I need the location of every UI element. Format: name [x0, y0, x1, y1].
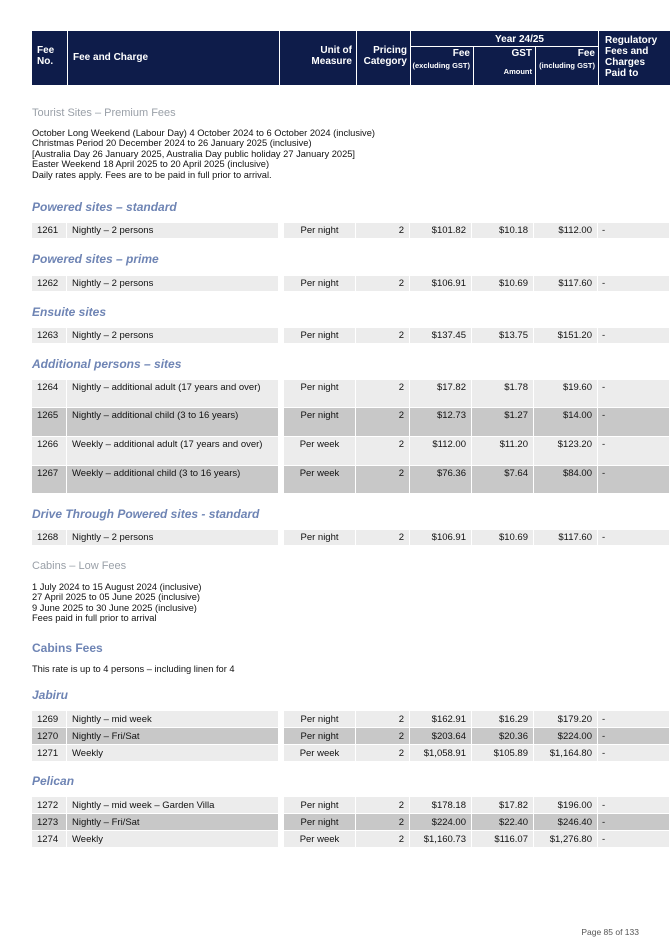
header-fee-and-charge-label: Fee and Charge — [73, 52, 149, 63]
fee-name-cell: Nightly – additional child (3 to 16 years) — [67, 408, 279, 436]
fee-incl-cell: $123.20 — [534, 437, 598, 465]
cabins-note: 27 April 2025 to 05 June 2025 (inclusive) — [32, 592, 200, 603]
fee-incl-cell: $151.20 — [534, 328, 598, 343]
cabins-note: Fees paid in full prior to arrival — [32, 613, 157, 624]
category-cell: 2 — [356, 328, 410, 343]
table-row — [32, 223, 639, 239]
regulatory-cell: - — [598, 745, 669, 761]
fee-incl-cell: $179.20 — [534, 711, 598, 727]
section-powered-standard-title: Powered sites – standard — [32, 200, 177, 214]
regulatory-cell: - — [598, 328, 669, 343]
fee-incl-cell: $1,164.80 — [534, 745, 598, 761]
section-pelican-title: Pelican — [32, 774, 75, 788]
fee-name-cell: Nightly – Fri/Sat — [67, 728, 279, 744]
unit-cell: Per week — [284, 831, 356, 847]
gst-cell: $1.78 — [472, 380, 534, 407]
fee-excl-cell: $178.18 — [410, 797, 472, 813]
fee-excl-cell: $101.82 — [410, 223, 472, 238]
additional-table — [32, 380, 639, 494]
unit-cell: Per night — [284, 408, 356, 436]
page-number: Page 85 of 133 — [581, 927, 639, 937]
fee-name-cell: Nightly – 2 persons — [67, 276, 279, 291]
header-unit-label: Unit of Measure — [311, 45, 352, 67]
header-fee-no-label: Fee No. — [37, 45, 55, 67]
table-row — [32, 728, 639, 745]
header-fee-incl — [536, 47, 598, 85]
cabins-note: 9 June 2025 to 30 June 2025 (inclusive) — [32, 602, 197, 613]
header-gst — [474, 47, 535, 85]
fee-excl-cell: $203.64 — [410, 728, 472, 744]
jabiru-table — [32, 711, 639, 762]
section-additional-title: Additional persons – sites — [32, 357, 182, 371]
fee-incl-cell: $196.00 — [534, 797, 598, 813]
unit-cell: Per week — [284, 745, 356, 761]
category-cell: 2 — [356, 745, 410, 761]
fee-no-cell: 1269 — [32, 711, 67, 727]
header-unit-of-measure — [280, 31, 356, 85]
tourist-note: Easter Weekend 18 April 2025 to 20 April 2025 (inclusive) — [32, 159, 270, 170]
fee-no-cell: 1263 — [32, 328, 67, 343]
table-row — [32, 328, 639, 344]
fee-incl-cell: $1,276.80 — [534, 831, 598, 847]
table-row — [32, 276, 639, 292]
header-fee-incl-title: Fee — [577, 48, 595, 59]
unit-cell: Per night — [284, 328, 356, 343]
header-year — [411, 31, 598, 46]
category-cell: 2 — [356, 530, 410, 545]
fee-name-cell: Nightly – 2 persons — [67, 328, 279, 343]
fee-name-cell: Nightly – additional adult (17 years and over) — [67, 380, 279, 407]
table-row — [32, 408, 639, 437]
fee-excl-cell: $1,160.73 — [410, 831, 472, 847]
header-gst-title: GST — [511, 48, 532, 59]
gst-cell: $1.27 — [472, 408, 534, 436]
table-row — [32, 797, 639, 814]
fee-excl-cell: $106.91 — [410, 530, 472, 545]
category-cell: 2 — [356, 831, 410, 847]
header-fee-excl — [411, 47, 473, 85]
regulatory-cell: - — [598, 437, 669, 465]
unit-cell: Per week — [284, 437, 356, 465]
fee-name-cell: Weekly — [67, 745, 279, 761]
table-row — [32, 437, 639, 466]
gst-cell: $116.07 — [472, 831, 534, 847]
regulatory-cell: - — [598, 711, 669, 727]
fee-incl-cell: $246.40 — [534, 814, 598, 830]
section-drive-through-title: Drive Through Powered sites - standard — [32, 507, 260, 521]
unit-cell: Per night — [284, 814, 356, 830]
category-cell: 2 — [356, 814, 410, 830]
fee-no-cell: 1271 — [32, 745, 67, 761]
regulatory-cell: - — [598, 728, 669, 744]
gst-cell: $13.75 — [472, 328, 534, 343]
fee-name-cell: Nightly – mid week – Garden Villa — [67, 797, 279, 813]
powered-standard-table — [32, 223, 639, 239]
fee-no-cell: 1265 — [32, 408, 67, 436]
table-row — [32, 466, 639, 494]
fee-no-cell: 1267 — [32, 466, 67, 493]
drive-through-table — [32, 530, 639, 546]
table-header — [32, 31, 658, 85]
fee-incl-cell: $14.00 — [534, 408, 598, 436]
category-cell: 2 — [356, 223, 410, 238]
fee-excl-cell: $12.73 — [410, 408, 472, 436]
category-cell: 2 — [356, 380, 410, 407]
category-cell: 2 — [356, 711, 410, 727]
table-row — [32, 831, 639, 848]
gst-cell: $7.64 — [472, 466, 534, 493]
unit-cell: Per night — [284, 711, 356, 727]
fee-no-cell: 1266 — [32, 437, 67, 465]
gst-cell: $16.29 — [472, 711, 534, 727]
fee-incl-cell: $117.60 — [534, 530, 598, 545]
table-row — [32, 711, 639, 728]
tourist-notes — [32, 128, 375, 180]
fee-name-cell: Nightly – 2 persons — [67, 223, 279, 238]
fee-excl-cell: $162.91 — [410, 711, 472, 727]
fee-no-cell: 1264 — [32, 380, 67, 407]
fee-incl-cell: $19.60 — [534, 380, 598, 407]
pelican-table — [32, 797, 639, 848]
regulatory-cell: - — [598, 380, 669, 407]
header-fee-excl-sub: (excluding GST) — [412, 61, 470, 70]
fee-excl-cell: $17.82 — [410, 380, 472, 407]
fee-incl-cell: $117.60 — [534, 276, 598, 291]
unit-cell: Per night — [284, 530, 356, 545]
regulatory-cell: - — [598, 408, 669, 436]
section-cabins-fees-title: Cabins Fees — [32, 641, 103, 655]
unit-cell: Per night — [284, 728, 356, 744]
fee-incl-cell: $112.00 — [534, 223, 598, 238]
unit-cell: Per night — [284, 223, 356, 238]
header-fee-incl-sub: (including GST) — [539, 61, 595, 70]
gst-cell: $11.20 — [472, 437, 534, 465]
category-cell: 2 — [356, 437, 410, 465]
fee-no-cell: 1270 — [32, 728, 67, 744]
table-row — [32, 745, 639, 762]
category-cell: 2 — [356, 466, 410, 493]
fee-excl-cell: $106.91 — [410, 276, 472, 291]
gst-cell: $10.69 — [472, 276, 534, 291]
regulatory-cell: - — [598, 530, 669, 545]
regulatory-cell: - — [598, 466, 669, 493]
gst-cell: $17.82 — [472, 797, 534, 813]
unit-cell: Per night — [284, 797, 356, 813]
category-cell: 2 — [356, 408, 410, 436]
regulatory-cell: - — [598, 223, 669, 238]
header-fee-no — [32, 31, 67, 85]
header-gst-sub: Amount — [503, 67, 532, 76]
powered-prime-table — [32, 276, 639, 292]
cabins-low-notes — [32, 582, 202, 624]
fee-name-cell: Nightly – Fri/Sat — [67, 814, 279, 830]
gst-cell: $10.69 — [472, 530, 534, 545]
tourist-note: [Australia Day 26 January 2025, Australia Day public holiday 27 January 2025] — [32, 148, 356, 159]
unit-cell: Per night — [284, 380, 356, 407]
gst-cell: $20.36 — [472, 728, 534, 744]
section-jabiru-title: Jabiru — [32, 688, 69, 702]
fee-excl-cell: $137.45 — [410, 328, 472, 343]
cabins-note: 1 July 2024 to 15 August 2024 (inclusive) — [32, 582, 202, 592]
unit-cell: Per week — [284, 466, 356, 493]
header-pricing-label: Pricing Category — [363, 45, 407, 67]
regulatory-cell: - — [598, 797, 669, 813]
fee-excl-cell: $224.00 — [410, 814, 472, 830]
header-pricing-category — [357, 31, 410, 85]
fee-no-cell: 1274 — [32, 831, 67, 847]
fee-excl-cell: $112.00 — [410, 437, 472, 465]
fee-name-cell: Nightly – 2 persons — [67, 530, 279, 545]
category-cell: 2 — [356, 728, 410, 744]
table-row — [32, 814, 639, 831]
section-tourist-title: Tourist Sites – Premium Fees — [32, 107, 176, 119]
regulatory-cell: - — [598, 814, 669, 830]
fee-no-cell: 1273 — [32, 814, 67, 830]
header-year-label: Year 24/25 — [495, 34, 544, 45]
header-regulatory — [599, 31, 670, 85]
tourist-note: October Long Weekend (Labour Day) 4 October 2024 to 6 October 2024 (inclusive) — [32, 128, 375, 138]
regulatory-cell: - — [598, 831, 669, 847]
fee-name-cell: Weekly — [67, 831, 279, 847]
gst-cell: $105.89 — [472, 745, 534, 761]
gst-cell: $10.18 — [472, 223, 534, 238]
tourist-note: Christmas Period 20 December 2024 to 26 January 2025 (inclusive) — [32, 138, 312, 149]
section-cabins-low-title: Cabins – Low Fees — [32, 560, 127, 572]
ensuite-table — [32, 328, 639, 344]
section-ensuite-title: Ensuite sites — [32, 305, 107, 319]
fee-name-cell: Nightly – mid week — [67, 711, 279, 727]
regulatory-cell: - — [598, 276, 669, 291]
fee-incl-cell: $84.00 — [534, 466, 598, 493]
fee-no-cell: 1268 — [32, 530, 67, 545]
table-row — [32, 530, 639, 546]
fee-no-cell: 1272 — [32, 797, 67, 813]
header-regulatory-label: Regulatory Fees and Charges Paid to — [605, 35, 658, 79]
fee-name-cell: Weekly – additional child (3 to 16 years) — [67, 466, 279, 493]
fee-no-cell: 1262 — [32, 276, 67, 291]
header-fee-excl-title: Fee — [452, 48, 470, 59]
category-cell: 2 — [356, 276, 410, 291]
gst-cell: $22.40 — [472, 814, 534, 830]
section-powered-prime-title: Powered sites – prime — [32, 252, 159, 266]
category-cell: 2 — [356, 797, 410, 813]
cabins-fees-note: This rate is up to 4 persons – including linen for 4 — [32, 664, 235, 674]
fee-incl-cell: $224.00 — [534, 728, 598, 744]
table-row — [32, 380, 639, 408]
tourist-note: Daily rates apply. Fees are to be paid in full prior to arrival. — [32, 169, 272, 180]
fee-name-cell: Weekly – additional adult (17 years and over) — [67, 437, 279, 465]
header-fee-and-charge — [68, 31, 279, 85]
fee-excl-cell: $1,058.91 — [410, 745, 472, 761]
unit-cell: Per night — [284, 276, 356, 291]
fee-excl-cell: $76.36 — [410, 466, 472, 493]
fee-no-cell: 1261 — [32, 223, 67, 238]
